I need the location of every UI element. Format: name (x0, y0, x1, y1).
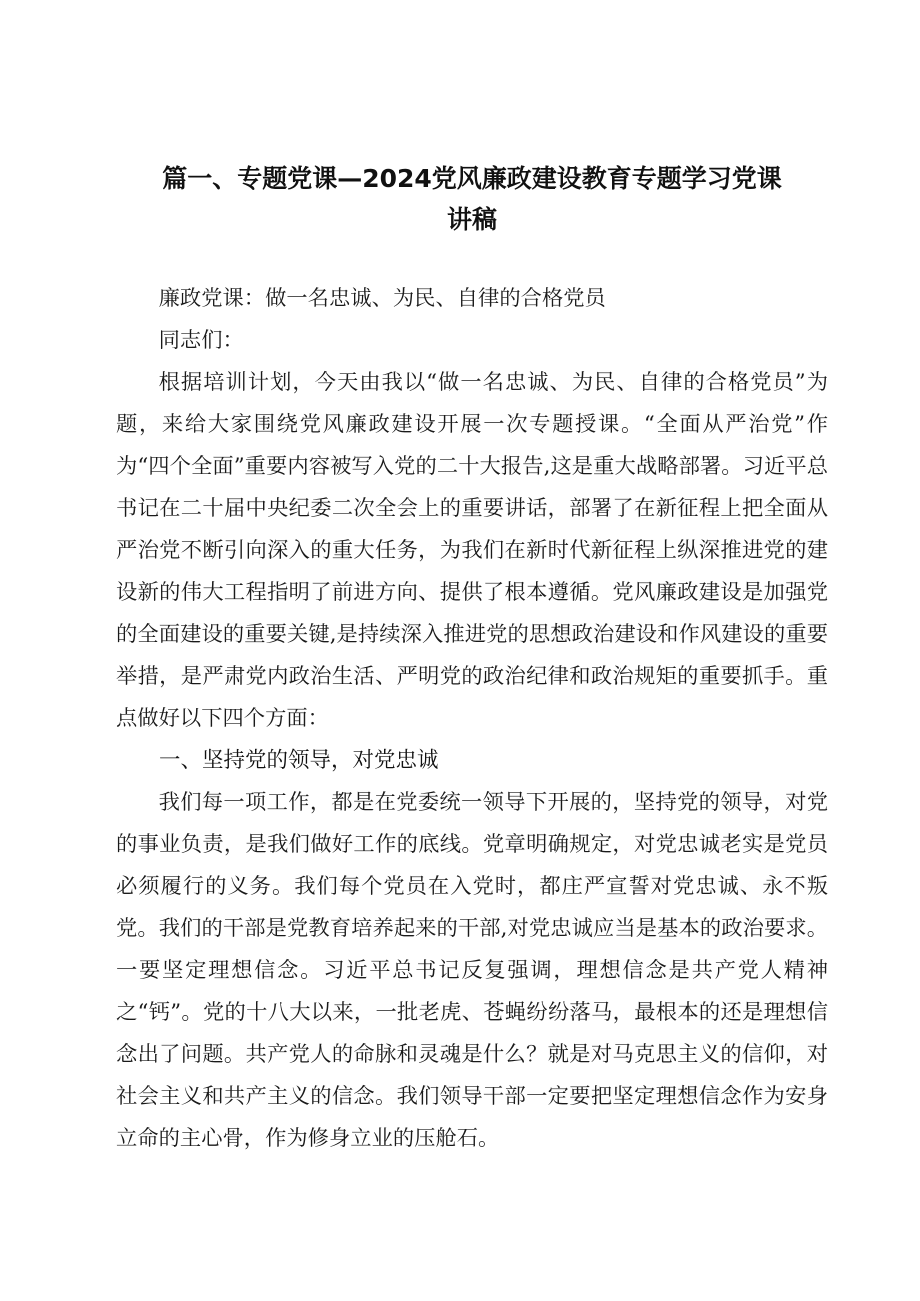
title-line-2: 讲稿 (446, 205, 497, 234)
greeting: 同志们： (158, 328, 244, 353)
section-heading-1: 一、坚持党的领导，对党忠诚 (159, 748, 439, 773)
section-1-paragraph: 我们每一项工作，都是在党委统一领导下开展的，坚持党的领导，对党的事业负责，是我们做好工作的底线。党章明确规定，对党忠诚老实是党员必须履行的义务。我们每个党员在入党时，都庄严宣誓对党忠诚、永不叛党。我们的干部是党教育培养起来的干部,对党忠诚应当是基本的政治要求。一要坚定理想信念。习近平总书记反复强调，理想信念是共产党人精神之“钙”。党的十八大以来，一批老虎、苍蝇纷纷落马，最根本的还是理想信念出了问题。共产党人的命脉和灵魂是什么？就是对马克思主义的信仰，对社会主义和共产主义的信念。我们领导干部一定要把坚定理想信念作为安身立命的主心骨，作为修身立业的压舱石。 (116, 790, 828, 1151)
document-title (116, 158, 828, 240)
document-body (116, 278, 828, 1160)
lesson-subtitle: 廉政党课：做一名忠诚、为民、自律的合格党员 (158, 286, 606, 311)
title-line-1: 篇一、专题党课—2024党风廉政建设教育专题学习党课 (162, 164, 782, 193)
intro-paragraph: 根据培训计划，今天由我以“做一名忠诚、为民、自律的合格党员”为题，来给大家围绕党风廉政建设开展一次专题授课。“全面从严治党”作为“四个全面”重要内容被写入党的二十大报告,这是重大战略部署。习近平总书记在二十届中央纪委二次全会上的重要讲话，部署了在新征程上把全面从严治党不断引向深入的重大任务，为我们在新时代新征程上纵深推进党的建设新的伟大工程指明了前进方向、提供了根本遵循。党风廉政建设是加强党的全面建设的重要关键,是持续深入推进党的思想政治建设和作风建设的重要举措，是严肃党内政治生活、严明党的政治纪律和政治规矩的重要抓手。重点做好以下四个方面： (116, 370, 828, 731)
